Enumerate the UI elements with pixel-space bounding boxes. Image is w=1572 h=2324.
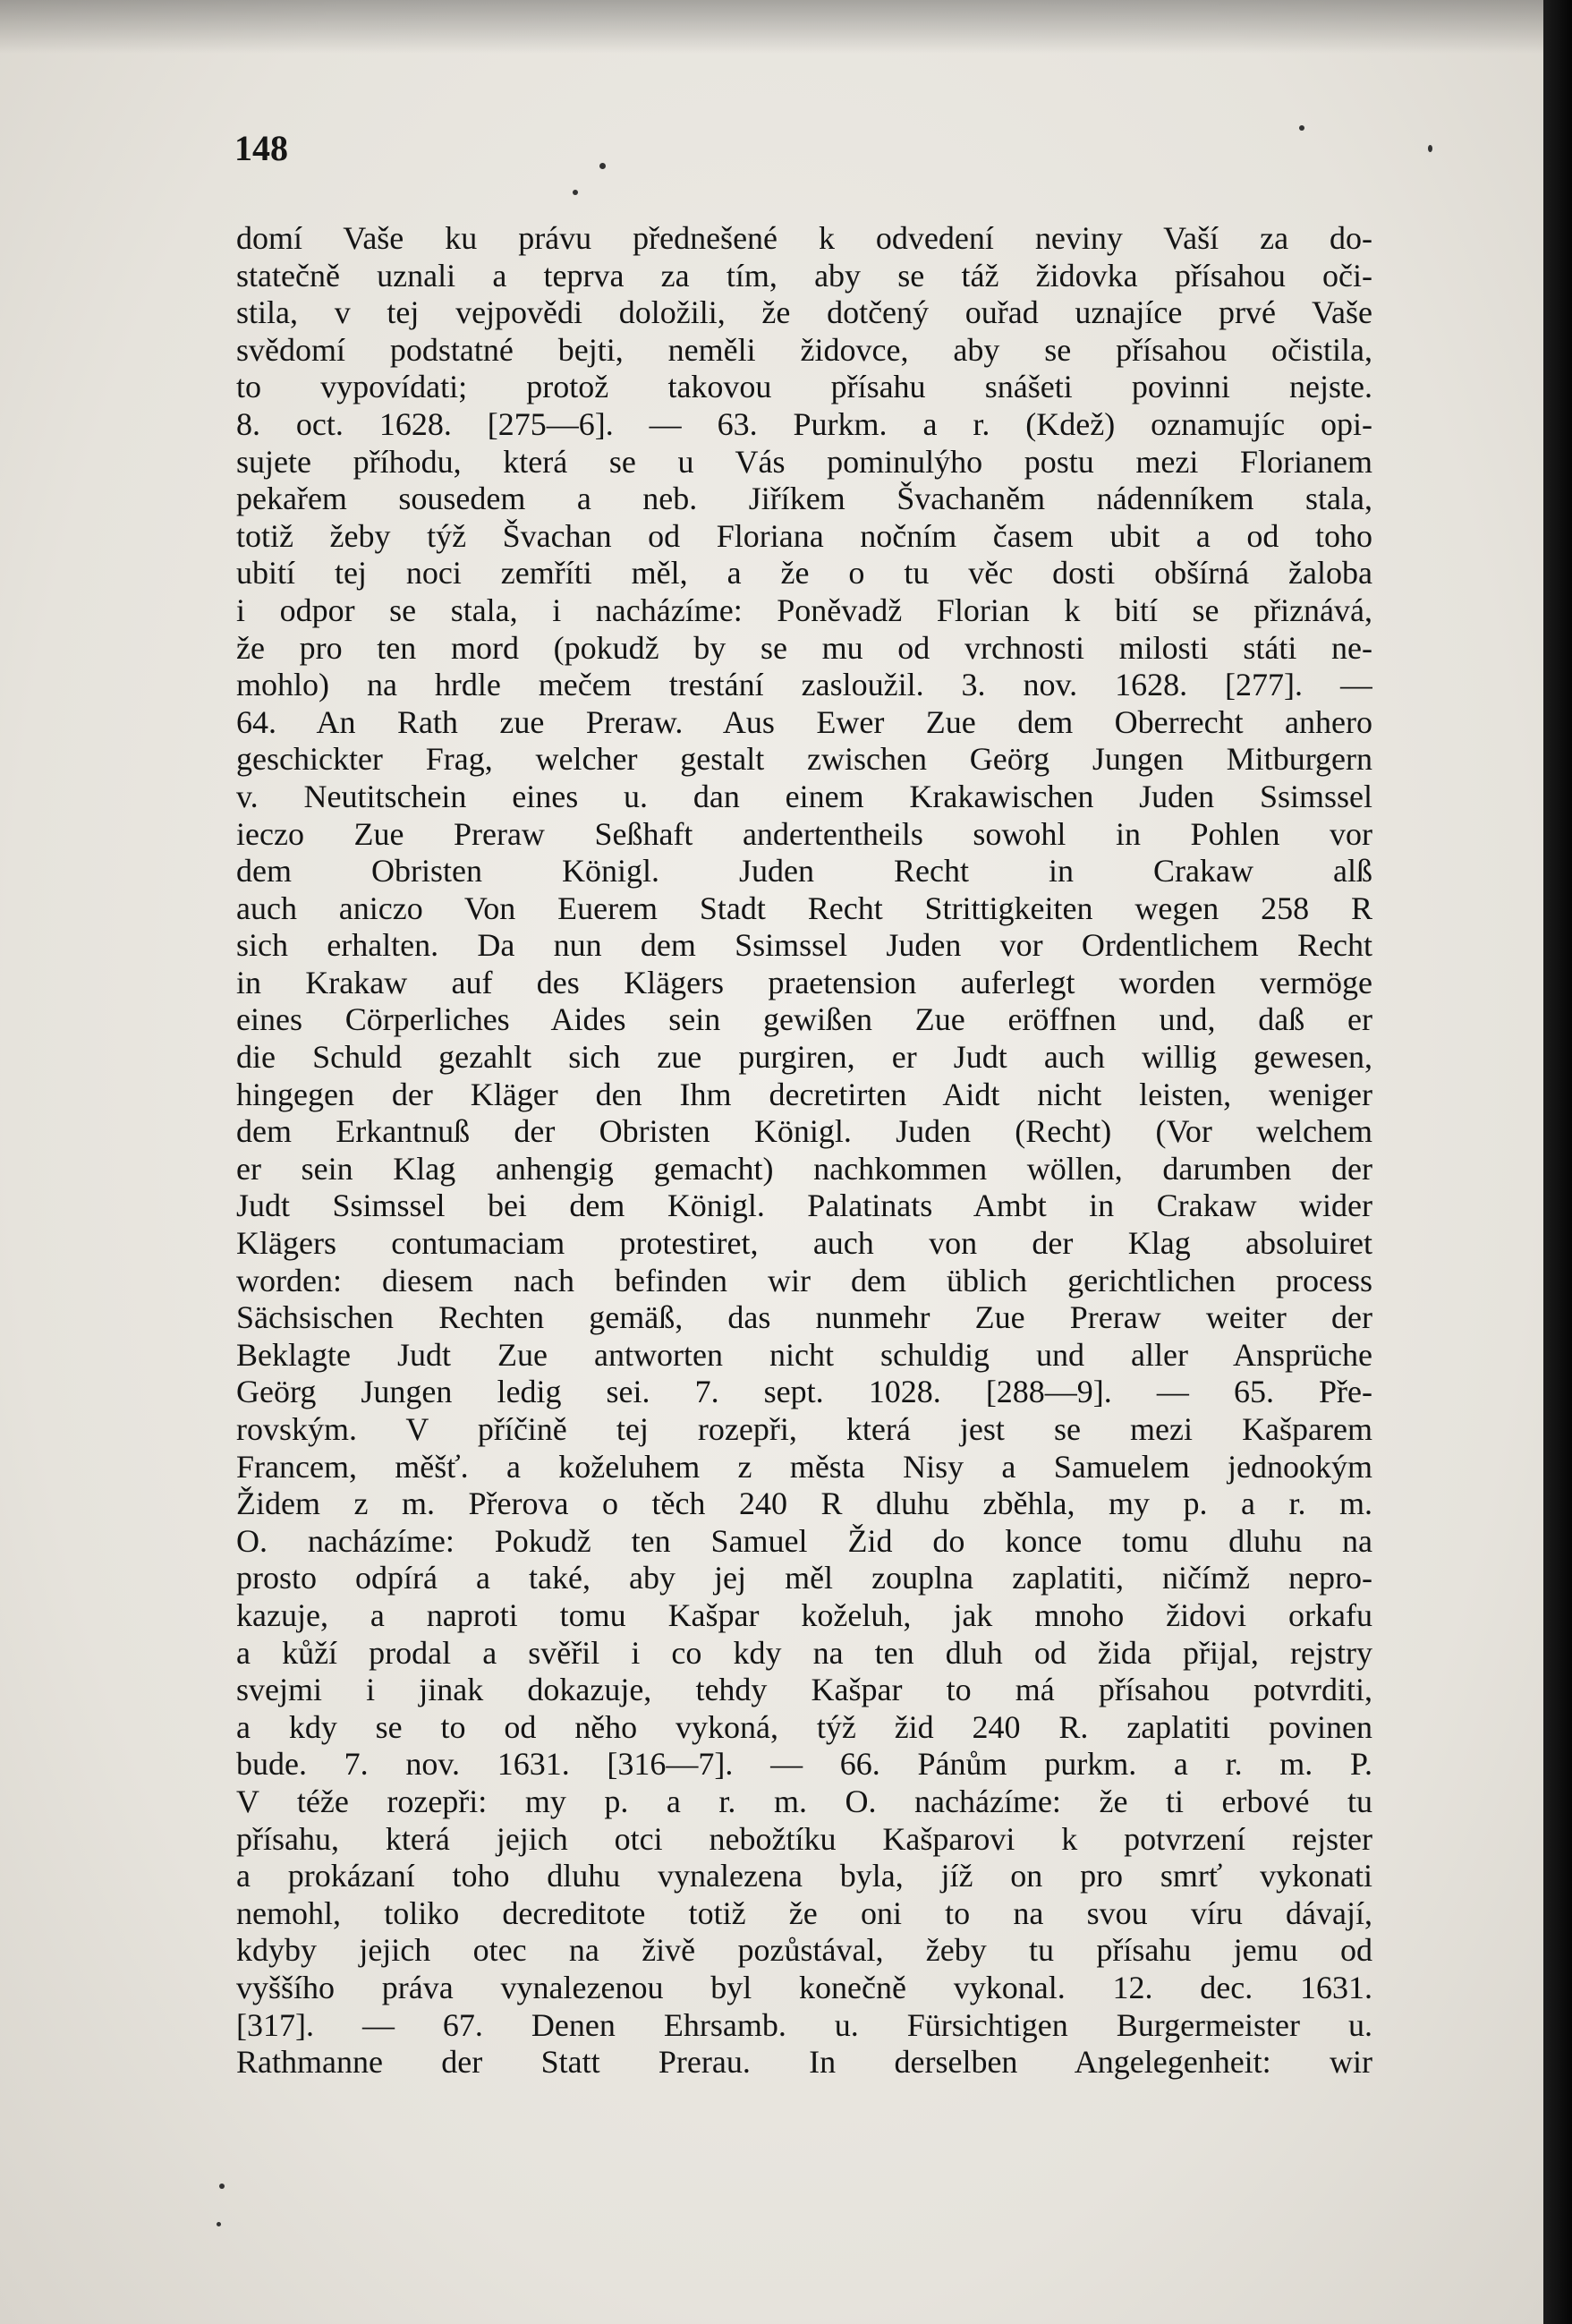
text-line: hingegen der Kläger den Ihm decretirten Aidt nicht leisten, weniger (236, 1076, 1372, 1112)
text-line: přísahu, která jejich otci nebožtíku Kašparovi k potvrzení rejster (236, 1820, 1372, 1857)
text-line: ieczo Zue Preraw Seßhaft andertentheils sowohl in Pohlen vor (236, 815, 1372, 852)
text-line: že pro ten mord (pokudž by se mu od vrchnosti milosti státi ne- (236, 629, 1372, 666)
scan-speck (1428, 145, 1432, 152)
text-line: domí Vaše ku právu přednešené k odvedení neviny Vaší za do- (236, 220, 1372, 256)
text-line: 64. An Rath zue Preraw. Aus Ewer Zue dem Oberrecht anhero (236, 703, 1372, 740)
page-number: 148 (234, 128, 288, 168)
scan-edge-shadow (1543, 0, 1572, 2324)
text-line: prosto odpírá a také, aby jej měl zouplna zaplatiti, ničímž nepro- (236, 1560, 1372, 1596)
text-line: a kdy se to od něho vykoná, týž žid 240 R. zaplatiti povinen (236, 1708, 1372, 1745)
text-line: [317]. — 67. Denen Ehrsamb. u. Fürsichtigen Burgermeister u. (236, 2006, 1372, 2043)
text-line: a prokázaní toho dluhu vynalezena byla, jíž on pro smrť vykonati (236, 1858, 1372, 1894)
text-line: eines Cörperliches Aides sein gewißen Zue eröffnen und, daß er (236, 1001, 1372, 1038)
text-line: v. Neutitschein eines u. dan einem Krakawischen Juden Ssimssel (236, 778, 1372, 814)
text-line: kazuje, a naproti tomu Kašpar koželuh, jak mnoho židovi orkafu (236, 1596, 1372, 1633)
text-line: Judt Ssimssel bei dem Königl. Palatinats Ambt in Crakaw wider (236, 1188, 1372, 1224)
text-line: rovským. V příčině tej rozepři, která jest se mezi Kašparem (236, 1411, 1372, 1447)
text-line: statečně uznali a teprva za tím, aby se táž židovka přísahou oči- (236, 257, 1372, 294)
text-line: svejmi i jinak dokazuje, tehdy Kašpar to má přísahou potvrditi, (236, 1672, 1372, 1708)
text-line: bude. 7. nov. 1631. [316—7]. — 66. Pánům purkm. a r. m. P. (236, 1746, 1372, 1783)
text-line: totiž žeby týž Švachan od Floriana nočním časem ubit a od toho (236, 517, 1372, 554)
text-line: sujete příhodu, která se u Vás pominulýho postu mezi Florianem (236, 443, 1372, 480)
text-line: Geörg Jungen ledig sei. 7. sept. 1028. [288—9]. — 65. Pře- (236, 1374, 1372, 1410)
text-line: O. nacházíme: Pokudž ten Samuel Žid do konce tomu dluhu na (236, 1522, 1372, 1559)
body-text (236, 220, 1372, 2081)
text-line: die Schuld gezahlt sich zue purgiren, er Judt auch willig gewesen, (236, 1039, 1372, 1076)
text-line: svědomí podstatné bejti, neměli židovce, aby se přísahou očistila, (236, 331, 1372, 368)
text-line: ubití tej noci zemříti měl, a že o tu věc dosti obšírná žaloba (236, 555, 1372, 592)
text-line: Rathmanne der Statt Prerau. In derselben Angelegenheit: wir (236, 2044, 1372, 2081)
text-line: Židem z m. Přerova o těch 240 R dluhu zběhla, my p. a r. m. (236, 1485, 1372, 1522)
page-top-shadow (0, 0, 1543, 54)
text-line: er sein Klag anhengig gemacht) nachkommen wöllen, darumben der (236, 1150, 1372, 1187)
scan-speck (217, 2222, 221, 2226)
text-line: nemohl, toliko decreditote totiž že oni to na svou víru dávají, (236, 1894, 1372, 1931)
text-line: V téže rozepři: my p. a r. m. O. nacházíme: že ti erbové tu (236, 1783, 1372, 1819)
text-line: to vypovídati; protož takovou přísahu snášeti povinni nejste. (236, 369, 1372, 405)
scan-speck (573, 190, 578, 195)
text-line: Francem, měšť. a koželuhem z města Nisy a Samuelem jednookým (236, 1448, 1372, 1485)
text-line: 8. oct. 1628. [275—6]. — 63. Purkm. a r. (Kdež) oznamujíc opi- (236, 405, 1372, 442)
scan-speck (1299, 125, 1304, 131)
text-line: Sächsischen Rechten gemäß, das nunmehr Zue Preraw weiter der (236, 1299, 1372, 1336)
text-line: pekařem sousedem a neb. Jiříkem Švachaněm nádenníkem stala, (236, 481, 1372, 517)
text-line: dem Erkantnuß der Obristen Königl. Juden (Recht) (Vor welchem (236, 1113, 1372, 1150)
text-line: stila, v tej vejpovědi doložili, že dotčený ouřad uznajíce prvé Vaše (236, 294, 1372, 331)
text-line: geschickter Frag, welcher gestalt zwischen Geörg Jungen Mitburgern (236, 741, 1372, 778)
text-line: mohlo) na hrdle mečem trestání zasloužil. 3. nov. 1628. [277]. — (236, 667, 1372, 703)
text-line: i odpor se stala, i nacházíme: Poněvadž Florian k bití se přiznává, (236, 592, 1372, 628)
scan-speck (599, 163, 606, 169)
text-line: sich erhalten. Da nun dem Ssimssel Juden vor Ordentlichem Recht (236, 927, 1372, 964)
text-line: kdyby jejich otec na živě pozůstával, žeby tu přísahu jemu od (236, 1932, 1372, 1969)
scan-speck (219, 2184, 225, 2189)
text-line: Beklagte Judt Zue antworten nicht schuldig und aller Ansprüche (236, 1336, 1372, 1373)
text-line: Klägers contumaciam protestiret, auch von der Klag absoluiret (236, 1225, 1372, 1262)
text-line: a kůží prodal a svěřil i co kdy na ten dluh od žida přijal, rejstry (236, 1634, 1372, 1671)
text-line: worden: diesem nach befinden wir dem üblich gerichtlichen process (236, 1262, 1372, 1298)
text-line: auch aniczo Von Euerem Stadt Recht Strittigkeiten wegen 258 R (236, 890, 1372, 926)
text-line: in Krakaw auf des Klägers praetension auferlegt worden vermöge (236, 964, 1372, 1000)
text-line: vyššího práva vynalezenou byl konečně vykonal. 12. dec. 1631. (236, 1969, 1372, 2005)
text-line: dem Obristen Königl. Juden Recht in Crakaw alß (236, 853, 1372, 890)
